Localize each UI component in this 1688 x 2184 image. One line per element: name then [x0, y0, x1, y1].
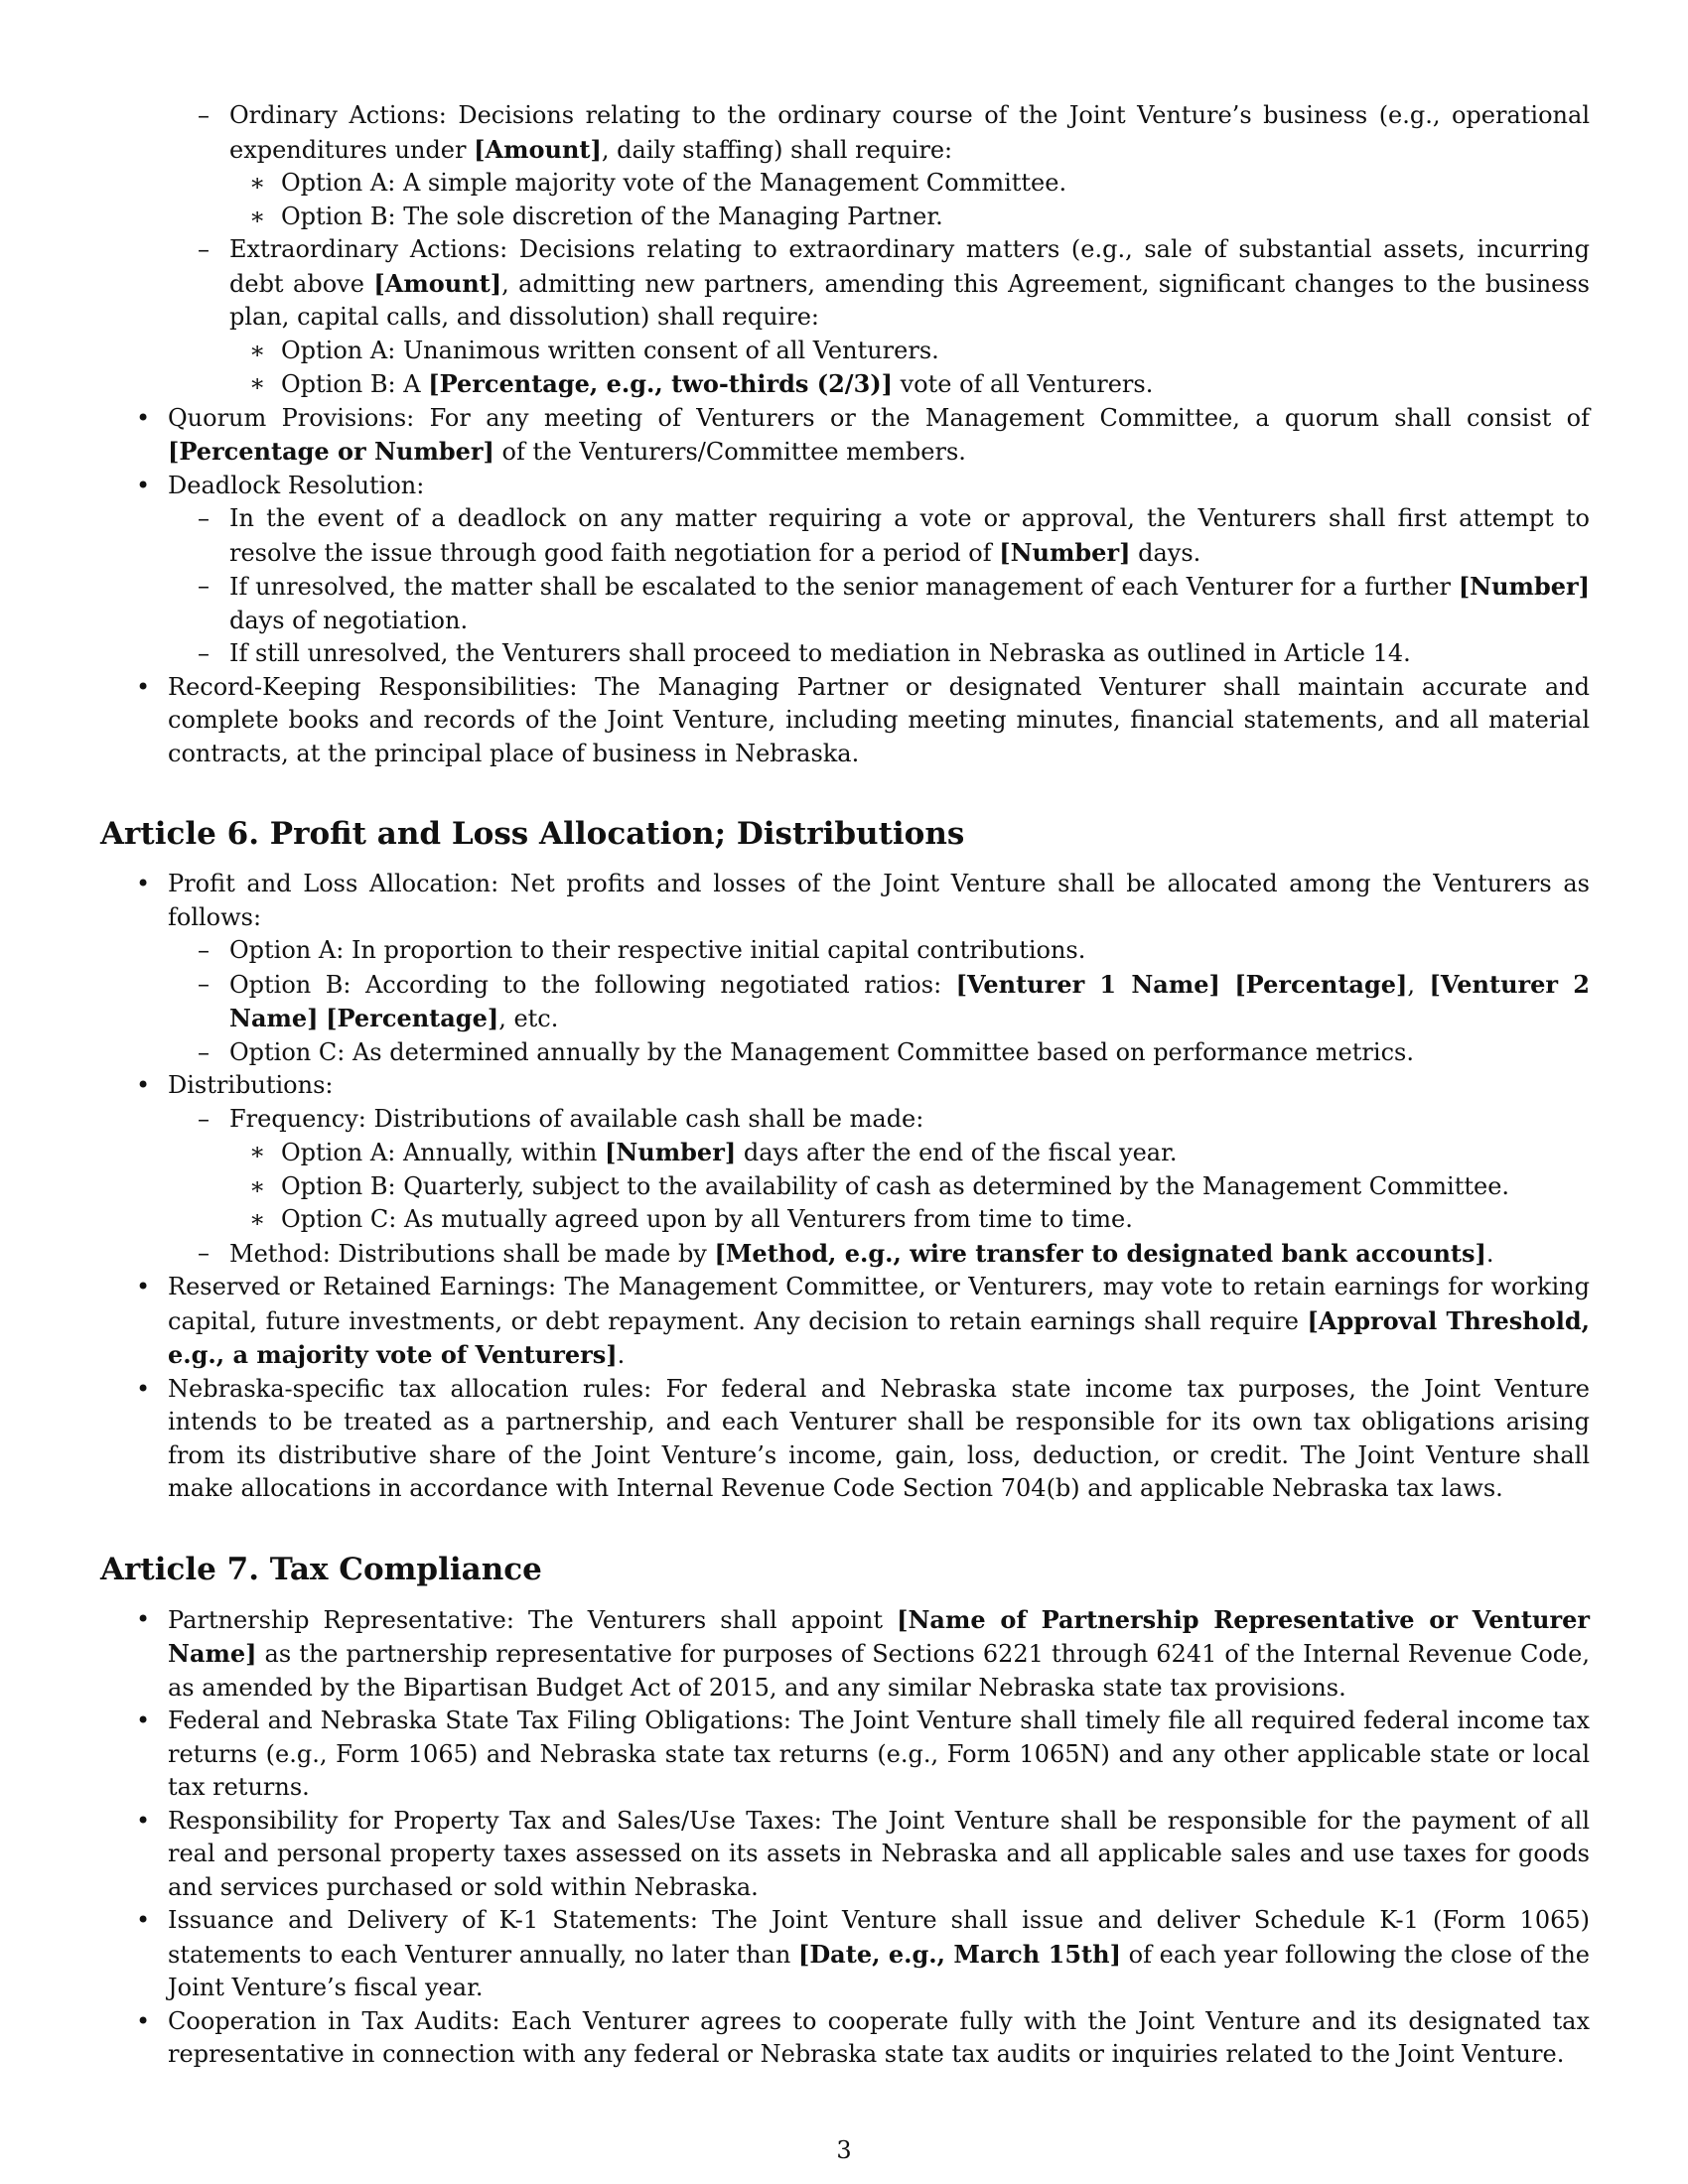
bullet-marker: • [136, 1374, 151, 1403]
list-item: – Option B: According to the following negotiated ratios: [Venturer 1 Name] [Percentage], [Venturer 2 Name] [Percentage], etc. [198, 969, 1590, 1032]
list-item: • Profit and Loss Allocation: Net profits and losses of the Joint Venture shall be allocated among the Venturers as follows: [136, 870, 1590, 931]
list-item: • Quorum Provisions: For any meeting of Venturers or the Management Committee, a quorum shall consist of [Percentage or Number] of the Venturers/Committee members. [136, 403, 1590, 466]
list-item: • Distributions: [100, 1069, 1590, 1103]
list-item: – If still unresolved, the Venturers shall proceed to mediation in Nebraska as outlined in Article 14. [100, 637, 1590, 671]
dash-marker: – [198, 969, 210, 998]
list-item: ∗ Option C: As mutually agreed upon by all Venturers from time to time. [100, 1203, 1590, 1237]
list-item: • Partnership Representative: The Venturers shall appoint [Name of Partnership Representative or Venturer Name] as the partnership representative for purposes of Sections 6221 through 6241 of the Internal Revenue Code, as amended by the Bipartisan Budget Act of 2015, and any similar Nebraska state tax provisions. [136, 1604, 1591, 1702]
dash-marker: – [198, 504, 210, 532]
star-marker: ∗ [249, 1138, 266, 1165]
page-number: 3 [836, 2136, 852, 2164]
list-item: – Option C: As determined annually by the Management Committee based on performance metrics. [100, 1036, 1590, 1070]
list-item: • Cooperation in Tax Audits: Each Venturer agrees to cooperate fully with the Joint Venture and its designated tax representative in connection with any federal or Nebraska state tax audits or inquiries related to the Joint Venture. [136, 2006, 1590, 2068]
list-item: – Frequency: Distributions of available cash shall be made: [100, 1103, 1590, 1137]
bullet-marker: • [136, 672, 151, 701]
list-item: ∗ Option B: The sole discretion of the Managing Partner. [100, 201, 1590, 234]
star-marker: ∗ [249, 336, 266, 364]
dash-marker: – [198, 639, 210, 667]
list-item: ∗ Option B: A [Percentage, e.g., two-thirds (2/3)] vote of all Venturers. [100, 367, 1590, 402]
list-item: • Record-Keeping Responsibilities: The Managing Partner or designated Venturer shall maintain accurate and complete books and records of the Joint Venture, including meeting minutes, financial statements, and all material contracts, at the principal place of business in Nebraska. [136, 672, 1590, 767]
bullet-marker: • [136, 2006, 151, 2035]
bullet-marker: • [136, 870, 151, 897]
dash-marker: – [198, 572, 210, 600]
list-item: ∗ Option A: Annually, within [Number] days after the end of the fiscal year. [100, 1136, 1590, 1170]
list-item: – Option A: In proportion to their respective initial capital contributions. [100, 934, 1590, 968]
bullet-marker: • [136, 471, 151, 499]
bullet-marker: • [136, 403, 151, 432]
list-item: – Ordinary Actions: Decisions relating to the ordinary course of the Joint Venture’s business (e.g., operational expenditures under [Amount], daily staffing) shall require: [198, 101, 1590, 164]
dash-marker: – [198, 235, 210, 263]
bullet-marker: • [136, 1071, 151, 1099]
list-item: • Reserved or Retained Earnings: The Management Committee, or Venturers, may vote to retain earnings for working capital, future investments, or debt repayment. Any decision to retain earnings shall require [Approval Threshold, e.g., a majority vote of Venturers]. [136, 1273, 1591, 1369]
bullet-marker: • [136, 1906, 151, 1934]
list-item: – In the event of a deadlock on any matter requiring a vote or approval, the Venturers shall first attempt to resolve the issue through good faith negotiation for a period of [Number] days. [198, 504, 1590, 567]
list-item: ∗ Option B: Quarterly, subject to the availability of cash as determined by the Management Committee. [100, 1170, 1590, 1204]
dash-marker: – [198, 1104, 210, 1133]
list-item: ∗ Option A: A simple majority vote of the Management Committee. [100, 167, 1590, 201]
list-item: – If unresolved, the matter shall be escalated to the senior management of each Venturer for a further [Number] days of negotiation. [198, 572, 1590, 634]
bullet-marker: • [136, 1806, 151, 1835]
section-heading: Article 7. Tax Compliance [100, 1551, 542, 1587]
list-item: – Method: Distributions shall be made by [Method, e.g., wire transfer to designated bank accounts]. [100, 1237, 1590, 1272]
star-marker: ∗ [249, 169, 266, 197]
list-item: • Federal and Nebraska State Tax Filing Obligations: The Joint Venture shall timely file all required federal income tax returns (e.g., Form 1065) and Nebraska state tax returns (e.g., Form 1065N) and any other applicable state or local tax returns. [136, 1706, 1590, 1801]
section-heading: Article 6. Profit and Loss Allocation; Distributions [100, 816, 965, 852]
list-item: • Responsibility for Property Tax and Sales/Use Taxes: The Joint Venture shall be responsible for the payment of all real and personal property taxes assessed on its assets in Nebraska and all applicable sales and use taxes for goods and services purchased or sold within Nebraska. [136, 1806, 1590, 1901]
star-marker: ∗ [249, 1205, 266, 1233]
star-marker: ∗ [249, 1171, 266, 1200]
list-item: • Deadlock Resolution: [100, 470, 1590, 503]
list-item: • Issuance and Delivery of K-1 Statements: The Joint Venture shall issue and deliver Schedule K-1 (Form 1065) statements to each Venturer annually, no later than [Date, e.g., March 15th] of each year following the close of the Joint Venture’s fiscal year. [136, 1906, 1590, 2001]
list-item: • Nebraska-specific tax allocation rules: For federal and Nebraska state income tax purposes, the Joint Venture intends to be treated as a partnership, and each Venturer shall be responsible for its own tax obligations arising from its distributive share of the Joint Venture’s income, gain, loss, deduction, or credit. The Joint Venture shall make allocations in accordance with Internal Revenue Code Section 704(b) and applicable Nebraska tax laws. [136, 1374, 1590, 1502]
dash-marker: – [198, 1238, 210, 1267]
list-item: ∗ Option A: Unanimous written consent of all Venturers. [100, 335, 1590, 368]
dash-marker: – [198, 101, 210, 129]
dash-marker: – [198, 1037, 210, 1066]
bullet-marker: • [136, 1604, 151, 1633]
star-marker: ∗ [249, 202, 266, 230]
document-page [100, 99, 1590, 2072]
bullet-marker: • [136, 1273, 151, 1300]
bullet-marker: • [136, 1706, 151, 1734]
star-marker: ∗ [249, 369, 266, 397]
dash-marker: – [198, 936, 210, 964]
list-item: – Extraordinary Actions: Decisions relating to extraordinary matters (e.g., sale of substantial assets, incurring debt above [Amount], admitting new partners, amending this Agreement, significant changes to the business plan, capital calls, and dissolution) shall require: [198, 235, 1591, 331]
